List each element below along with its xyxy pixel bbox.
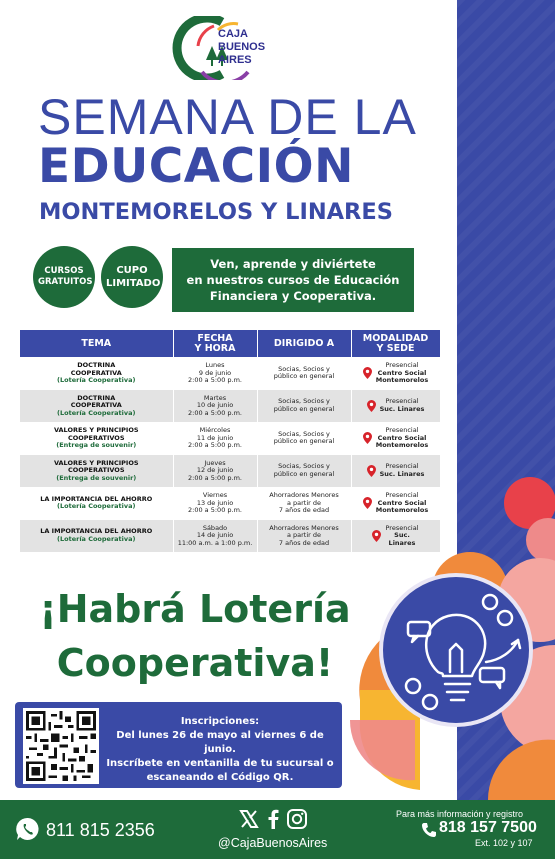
more-info-label: Para más información y registro [396,809,524,819]
cell-topic [20,357,173,390]
cell-date [173,357,257,390]
venue-name: Centro Social [377,368,427,377]
cell-mode [351,422,440,455]
x-icon[interactable] [238,808,260,830]
venue-name: Montemorelos [375,376,429,384]
date-date: 9 de junio [198,368,232,377]
deco-pink-wedge [350,720,415,780]
venue-name: Montemorelos [375,506,429,514]
venue-name: Suc. Linares [379,469,425,478]
mode-label: Presencial [385,462,419,471]
date-day: Martes [203,393,227,402]
lightbulb-badge [381,575,531,725]
instagram-icon[interactable] [286,808,308,830]
audience-line: a partir de [286,531,322,539]
table-row [20,455,440,488]
date-day: Lunes [205,361,225,369]
venue-name: Montemorelos [375,441,429,449]
promo-banner [172,248,414,312]
lottery-line: ¡Habrá Lotería [39,587,351,631]
facebook-icon[interactable] [266,808,280,830]
schedule-table [20,330,441,552]
location-pin-icon [363,497,372,509]
date-day: Jueves [204,458,226,467]
deco-orange-bottom [488,740,555,800]
date-time: 2:00 a 5:00 p.m. [188,376,242,384]
date-date: 10 de junio [196,401,234,409]
registration-line: escaneando el Código QR. [146,772,294,783]
topic-note: (Lotería Cooperativa) [57,534,136,543]
col-header-topic: TEMA [20,330,173,357]
registration-text [102,715,338,785]
topic-note: (Lotería Cooperativa) [57,502,136,511]
cell-mode [351,520,440,553]
cell-mode [351,357,440,390]
cell-topic [20,422,173,455]
mode-label: Presencial [385,361,419,369]
topic-title: COOPERATIVA [70,368,122,377]
location-pin-icon [367,400,376,412]
audience-line: 7 años de edad [278,538,330,547]
cell-audience [257,455,351,488]
table-row [20,487,440,520]
lottery-line: Cooperativa! [56,641,334,685]
date-time: 11:00 a.m. a 1:00 p.m. [177,538,253,547]
mode-label: Presencial [385,426,419,434]
cell-audience [257,487,351,520]
date-day: Miércoles [199,426,231,434]
audience-line: Ahorradores Menores [269,491,339,499]
cell-date [173,422,257,455]
registration-line: Del lunes 26 de mayo al viernes 6 de junio. [116,730,324,755]
registration-line: Inscríbete en ventanilla de tu sucursal o [106,758,334,769]
venue-name: Centro Social [377,498,427,507]
audience-line: público en general [273,404,335,413]
audience-line: Socias, Socios y [278,364,330,373]
topic-title: LA IMPORTANCIA DEL AHORRO [40,527,153,536]
cell-audience [257,390,351,423]
cell-date [173,455,257,488]
date-time: 2:00 a 5:00 p.m. [188,506,242,514]
mode-label: Presencial [385,523,419,532]
topic-note: (Entrega de souvenir) [56,473,137,482]
cell-audience [257,422,351,455]
cell-mode [351,455,440,488]
audience-line: público en general [273,469,335,478]
col-header-date: FECHA Y HORA [173,330,257,357]
cell-date [173,520,257,553]
date-time: 2:00 a 5:00 p.m. [188,408,242,417]
venue-name: Linares [388,538,416,547]
badge-line: CURSOS [44,266,84,276]
col-header-mode: MODALIDAD Y SEDE [351,330,440,357]
audience-line: público en general [273,372,335,381]
title-line-2: EDUCACIÓN [38,139,354,194]
cell-topic [20,487,173,520]
audience-line: 7 años de edad [278,506,330,514]
topic-title: VALORES Y PRINCIPIOS [53,458,139,467]
date-date: 12 de junio [196,466,234,474]
logo-line: BUENOS [218,41,266,53]
location-pin-icon [363,432,372,444]
cell-topic [20,455,173,488]
audience-line: Socias, Socios y [278,429,330,438]
social-icons [238,808,308,830]
logo-line: CAJA [218,28,248,40]
topic-title: COOPERATIVOS [67,433,125,442]
topic-title: COOPERATIVA [70,401,122,409]
location-pin-icon [367,465,376,477]
date-time: 2:00 a 5:00 p.m. [188,473,242,482]
audience-line: público en general [273,437,335,446]
topic-note: (Lotería Cooperativa) [57,408,136,417]
date-date: 11 de junio [196,433,234,442]
whatsapp-icon[interactable] [15,816,41,842]
whatsapp-number[interactable]: 811 815 2356 [46,820,155,840]
badge-limited-spots [101,246,163,308]
location-pin-icon [372,530,381,542]
social-handle[interactable]: @CajaBuenosAires [218,836,328,850]
audience-line: Socias, Socios y [278,462,330,471]
phone-extension: Ext. 102 y 107 [475,838,533,848]
badge-free-courses [33,246,95,308]
lottery-heading [20,582,370,690]
topic-title: DOCTRINA [77,393,116,402]
badge-line: GRATUITOS [38,277,93,287]
table-row [20,357,440,390]
badge-line: CUPO [116,265,148,276]
date-day: Viernes [202,491,228,499]
audience-line: a partir de [286,498,322,507]
venue-name: Suc. Linares [379,404,425,413]
registration-title: Inscripciones: [180,716,260,727]
col-header-audience: DIRIGIDO A [257,330,351,357]
date-time: 2:00 a 5:00 p.m. [188,441,242,449]
table-row [20,390,440,423]
phone-icon [421,822,437,838]
promo-line: Financiera y Cooperativa. [209,289,377,303]
topic-note: (Entrega de souvenir) [56,441,137,449]
title-line-1: SEMANA DE LA [38,89,417,145]
date-date: 14 de junio [196,531,234,539]
topic-title: LA IMPORTANCIA DEL AHORRO [40,494,153,503]
topic-note: (Lotería Cooperativa) [57,376,136,384]
topic-title: COOPERATIVOS [67,466,125,474]
cell-date [173,390,257,423]
title-line-3: MONTEMORELOS Y LINARES [39,199,393,225]
venue-name: Centro Social [377,433,427,442]
cell-date [173,487,257,520]
cell-topic [20,520,173,553]
location-pin-icon [363,367,372,379]
table-row [20,520,440,553]
contact-phone[interactable]: 818 157 7500 [439,819,537,836]
promo-line: Ven, aprende y diviértete [210,257,376,271]
cell-mode [351,487,440,520]
cell-mode [351,390,440,423]
logo-line: AIRES [218,54,252,66]
venue-name: Suc. [394,531,410,539]
cell-audience [257,357,351,390]
cell-topic [20,390,173,423]
qr-code[interactable] [23,708,99,784]
promo-line: en nuestros cursos de Educación [186,273,400,287]
cell-audience [257,520,351,553]
badge-line: LIMITADO [106,278,161,289]
topic-title: VALORES Y PRINCIPIOS [53,426,139,434]
audience-line: Socias, Socios y [278,397,330,406]
mode-label: Presencial [385,397,419,406]
date-date: 13 de junio [196,498,234,507]
topic-title: DOCTRINA [77,361,116,369]
date-day: Sábado [202,523,228,532]
audience-line: Ahorradores Menores [269,523,339,532]
table-row [20,422,440,455]
mode-label: Presencial [385,491,419,499]
logo-wordmark [218,28,265,67]
table-header-row [20,330,440,357]
